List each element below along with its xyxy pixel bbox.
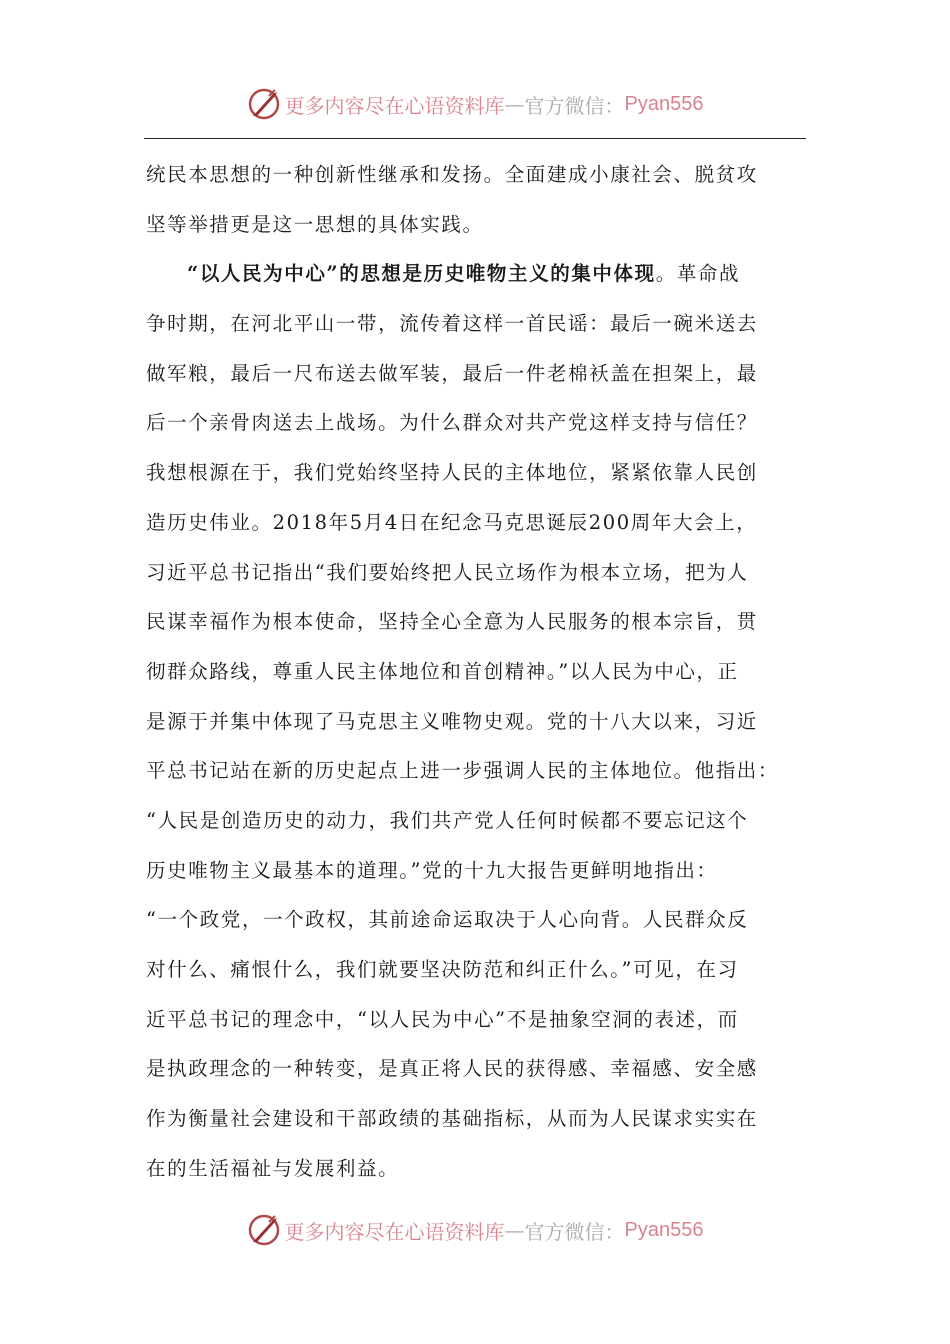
banner-site-name: 更多内容尽在心语资料库 — [284, 1219, 505, 1244]
text-line: 争时期，在河北平山一带，流传着这样一首民谣：最后一碗米送去 — [146, 312, 758, 336]
text-line: 民谋幸福作为根本使命，坚持全心全意为人民服务的根本宗旨，贯 — [146, 610, 758, 634]
text-line: 历史唯物主义最基本的道理。”党的十九大报告更鲜明地指出： — [146, 858, 718, 882]
banner-dash: — — [504, 92, 525, 116]
banner-label: 官方微信： — [524, 1219, 625, 1244]
text-line: 坚等举措更是这一思想的具体实践。 — [146, 212, 484, 236]
text-line: “人民是创造历史的动力，我们共产党人任何时候都不要忘记这个 — [146, 808, 749, 832]
text-line: 统民本思想的一种创新性继承和发扬。全面建成小康社会、脱贫攻 — [146, 163, 758, 186]
banner-label: 官方微信： — [524, 93, 625, 118]
banner-account: Pyan556 — [624, 1218, 704, 1241]
text-line: 是执政理念的一种转变，是真正将人民的获得感、幸福感、安全感 — [146, 1057, 758, 1081]
text-line: 彻群众路线，尊重人民主体地位和首创精神。”以人民为中心，正 — [146, 659, 739, 683]
text-line: “一个政党，一个政权，其前途命运取决于人心向背。人民群众反 — [146, 908, 749, 932]
quill-pen-logo-icon — [247, 86, 283, 122]
footer-banner — [0, 1208, 950, 1252]
text-line: 作为衡量社会建设和干部政绩的基础指标，从而为人民谋求实实在 — [146, 1107, 758, 1131]
text-line: 是源于并集中体现了马克思主义唯物史观。党的十八大以来，习近 — [146, 709, 758, 733]
header-banner — [0, 82, 950, 126]
header-divider — [144, 138, 806, 139]
document-body — [146, 150, 796, 1193]
text-line: 后一个亲骨肉送去上战场。为什么群众对共产党这样支持与信任？ — [146, 411, 758, 435]
text-line: 平总书记站在新的历史起点上进一步强调人民的主体地位。他指出： — [146, 759, 780, 783]
paragraph-heading: “以人民为中心”的思想是历史唯物主义的集中体现 — [187, 262, 656, 286]
text-line: 造历史伟业。2018年5月4日在纪念马克思诞辰200周年大会上， — [146, 510, 758, 534]
banner-site-name: 更多内容尽在心语资料库 — [284, 93, 505, 118]
text-line: 做军粮，最后一尺布送去做军装，最后一件老棉袄盖在担架上，最 — [146, 361, 758, 385]
text-line: 我想根源在于，我们党始终坚持人民的主体地位，紧紧依靠人民创 — [146, 461, 758, 485]
quill-pen-logo-icon — [247, 1212, 283, 1248]
paragraph-heading-line — [146, 249, 796, 299]
text-line: 近平总书记的理念中，“以人民为中心”不是抽象空洞的表述，而 — [146, 1007, 739, 1031]
banner-account: Pyan556 — [624, 92, 704, 115]
heading-continuation: 。革命战 — [655, 262, 741, 286]
banner-dash: — — [504, 1218, 525, 1242]
text-line: 在的生活福祉与发展利益。 — [146, 1156, 400, 1180]
text-line: 习近平总书记指出“我们要始终把人民立场作为根本立场，把为人 — [146, 560, 749, 584]
text-line: 对什么、痛恨什么，我们就要坚决防范和纠正什么。”可见，在习 — [146, 958, 739, 981]
